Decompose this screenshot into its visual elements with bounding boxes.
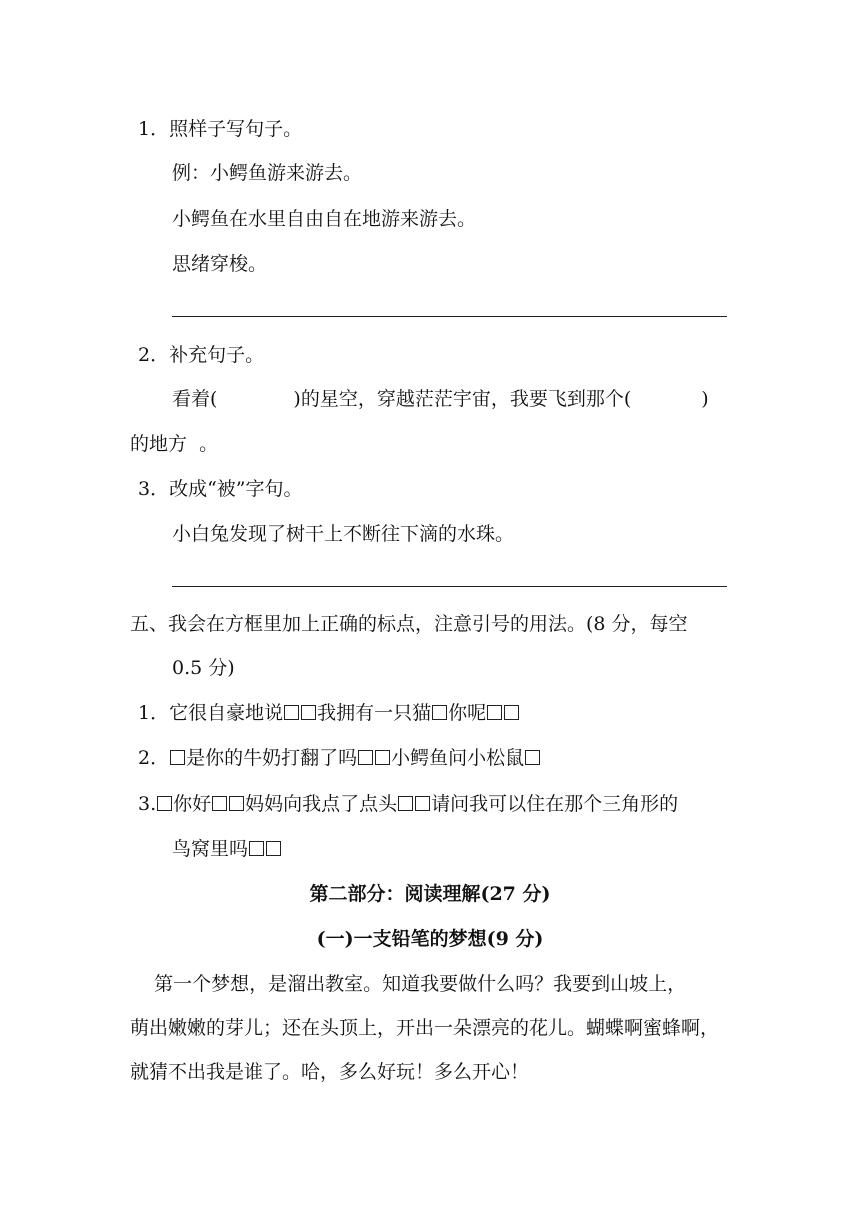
q2-title: 2．补充句子。 bbox=[138, 344, 265, 366]
punct-box[interactable] bbox=[375, 750, 390, 765]
q3-sentence: 小白兔发现了树干上不断往下滴的水珠。 bbox=[172, 523, 515, 545]
q1-answer-line[interactable] bbox=[172, 316, 727, 317]
sec5-item-1: 1．它很自豪地说 我拥有一只猫 你呢 bbox=[138, 701, 520, 725]
q2-sentence-end: 的地方 。 bbox=[130, 433, 219, 455]
q1-prompt: 思绪穿梭。 bbox=[172, 253, 268, 275]
punct-box[interactable] bbox=[301, 705, 316, 720]
punct-box[interactable] bbox=[284, 705, 299, 720]
part2-title: 第二部分：阅读理解(27 分) bbox=[309, 883, 551, 905]
reading-passage bbox=[130, 962, 730, 1094]
punct-box[interactable] bbox=[432, 705, 447, 720]
sec5-item-2: 2． 是你的牛奶打翻了吗 小鳄鱼问小松鼠 bbox=[138, 746, 541, 770]
punct-box[interactable] bbox=[525, 750, 540, 765]
punct-box[interactable] bbox=[229, 796, 244, 811]
punct-box[interactable] bbox=[358, 750, 373, 765]
q3-answer-line[interactable] bbox=[172, 586, 727, 587]
punct-box[interactable] bbox=[212, 796, 227, 811]
q1-title: 1．照样子写句子。 bbox=[138, 118, 303, 140]
sec5-item-3-cont: 鸟窝里吗 bbox=[172, 837, 282, 861]
punct-box[interactable] bbox=[415, 796, 430, 811]
q1-example: 例：小鳄鱼游来游去。 bbox=[172, 162, 363, 184]
sec5-title-cont: 0.5 分) bbox=[172, 657, 235, 679]
punct-box[interactable] bbox=[170, 750, 185, 765]
sec5-item-3: 3. 你好 妈妈向我点了点头 请问我可以住在那个三角形的 bbox=[138, 793, 679, 815]
q2-sentence: 看着( )的星空，穿越茫茫宇宙，我要飞到那个( ) bbox=[172, 388, 709, 410]
q3-title: 3．改成“被”字句。 bbox=[138, 478, 303, 500]
part2-subtitle: (一)一支铅笔的梦想(9 分) bbox=[316, 928, 544, 950]
passage-line: 第一个梦想，是溜出教室。知道我要做什么吗？我要到山坡上， bbox=[130, 973, 687, 995]
punct-box[interactable] bbox=[157, 796, 172, 811]
passage-line: 萌出嫩嫩的芽儿；还在头顶上，开出一朵漂亮的花儿。蝴蝶啊蜜蜂啊， bbox=[130, 1017, 720, 1039]
q1-example-answer: 小鳄鱼在水里自由自在地游来游去。 bbox=[172, 208, 477, 230]
punct-box[interactable] bbox=[266, 841, 281, 856]
punct-box[interactable] bbox=[487, 705, 502, 720]
sec5-title: 五、我会在方框里加上正确的标点，注意引号的用法。(8 分，每空 bbox=[130, 613, 688, 635]
punct-box[interactable] bbox=[249, 841, 264, 856]
punct-box[interactable] bbox=[398, 796, 413, 811]
passage-line: 就猜不出我是谁了。哈，多么好玩！多么开心！ bbox=[130, 1061, 530, 1083]
punct-box[interactable] bbox=[504, 705, 519, 720]
